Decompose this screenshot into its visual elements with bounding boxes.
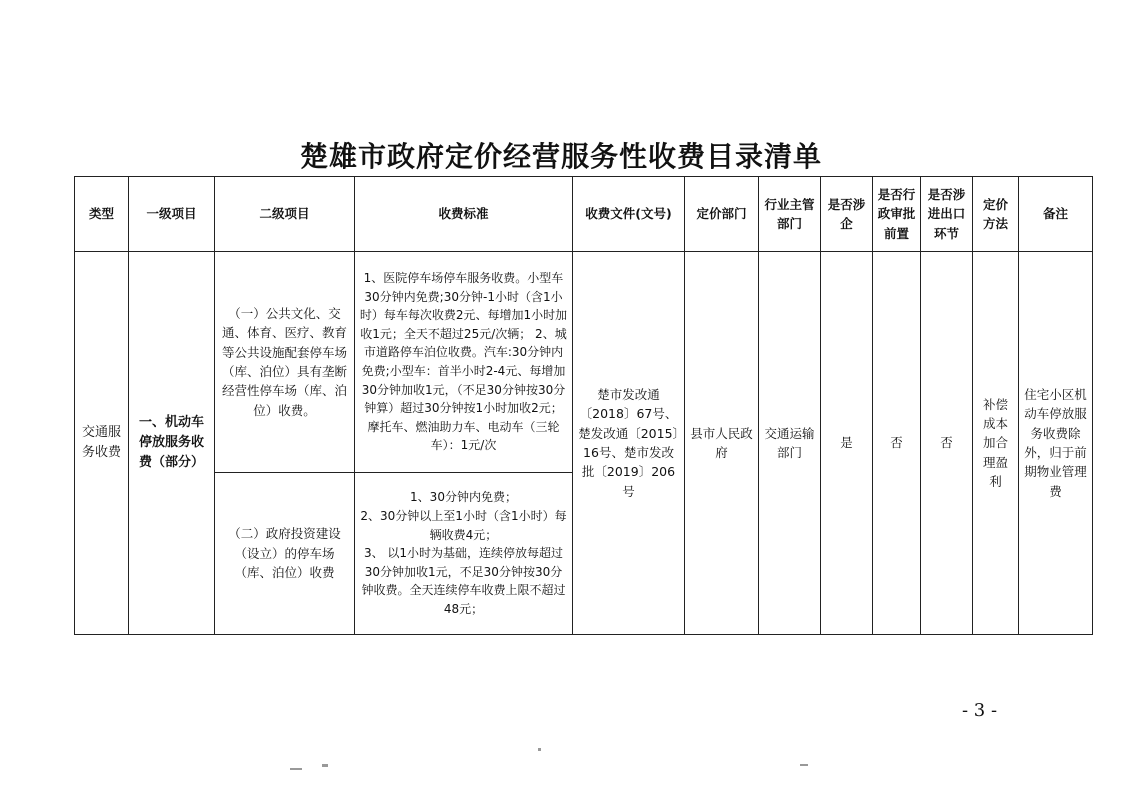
header-industry-dept: 行业主管部门 [759,177,821,252]
cell-involves-enterprise: 是 [821,252,873,635]
cell-sub2-level2: （二）政府投资建设（设立）的停车场（库、泊位）收费 [215,473,355,635]
page-title: 楚雄市政府定价经营服务性收费目录清单 [299,140,822,173]
fee-catalog-table [74,176,1093,635]
header-remarks: 备注 [1019,177,1093,252]
header-level2: 二级项目 [215,177,355,252]
cell-remarks: 住宅小区机动车停放服务收费除外，归于前期物业管理费 [1019,252,1093,635]
header-row [75,177,1093,252]
scan-speck [322,764,328,767]
header-pricing-dept: 定价部门 [685,177,759,252]
header-standard: 收费标准 [355,177,573,252]
scan-speck [290,768,302,770]
cell-admin-approval: 否 [873,252,921,635]
header-pricing-method: 定价方法 [973,177,1019,252]
cell-level1: 一、机动车停放服务收费（部分） [129,252,215,635]
cell-sub1-standard: 1、医院停车场停车服务收费。小型车30分钟内免费;30分钟-1小时（含1小时）每车每次收费2元、每增加1小时加收1元；全天不超过25元/次辆； 2、城市道路停车泊位收费。汽车:30分钟内免费;小型车：首半小时2-4元、每增加30分钟加收1元，（不足30分钟按30分钟算）超过30分钟按1小时加收2元；摩托车、燃油助力车、电动车（三轮车）：1元/次 [355,252,573,473]
header-type: 类型 [75,177,129,252]
cell-sub2-standard: 1、30分钟内免费； 2、30分钟以上至1小时（含1小时）每辆收费4元； 3、 以1小时为基础，连续停放每超过30分钟加收1元，不足30分钟按30分钟收费。全天连续停车收费上限不超过48元； [355,473,573,635]
scan-speck [800,764,808,766]
cell-export-link: 否 [921,252,973,635]
cell-type: 交通服务收费 [75,252,129,635]
header-export-link: 是否涉进出口环节 [921,177,973,252]
table-row [75,252,1093,473]
cell-industry-dept: 交通运输部门 [759,252,821,635]
header-level1: 一级项目 [129,177,215,252]
cell-sub1-level2: （一）公共文化、交通、体育、医疗、教育等公共设施配套停车场（库、泊位）具有垄断经营性停车场（库、泊位）收费。 [215,252,355,473]
header-involves-enterprise: 是否涉企 [821,177,873,252]
cell-document: 楚市发改通〔2018〕67号、楚发改通〔2015〕16号、楚市发改批〔2019〕206号 [573,252,685,635]
cell-pricing-dept: 县市人民政府 [685,252,759,635]
page-number: - 3 - [962,700,998,721]
header-admin-approval: 是否行政审批前置 [873,177,921,252]
scan-speck [538,748,541,751]
header-document: 收费文件(文号) [573,177,685,252]
cell-pricing-method: 补偿成本加合理盈利 [973,252,1019,635]
